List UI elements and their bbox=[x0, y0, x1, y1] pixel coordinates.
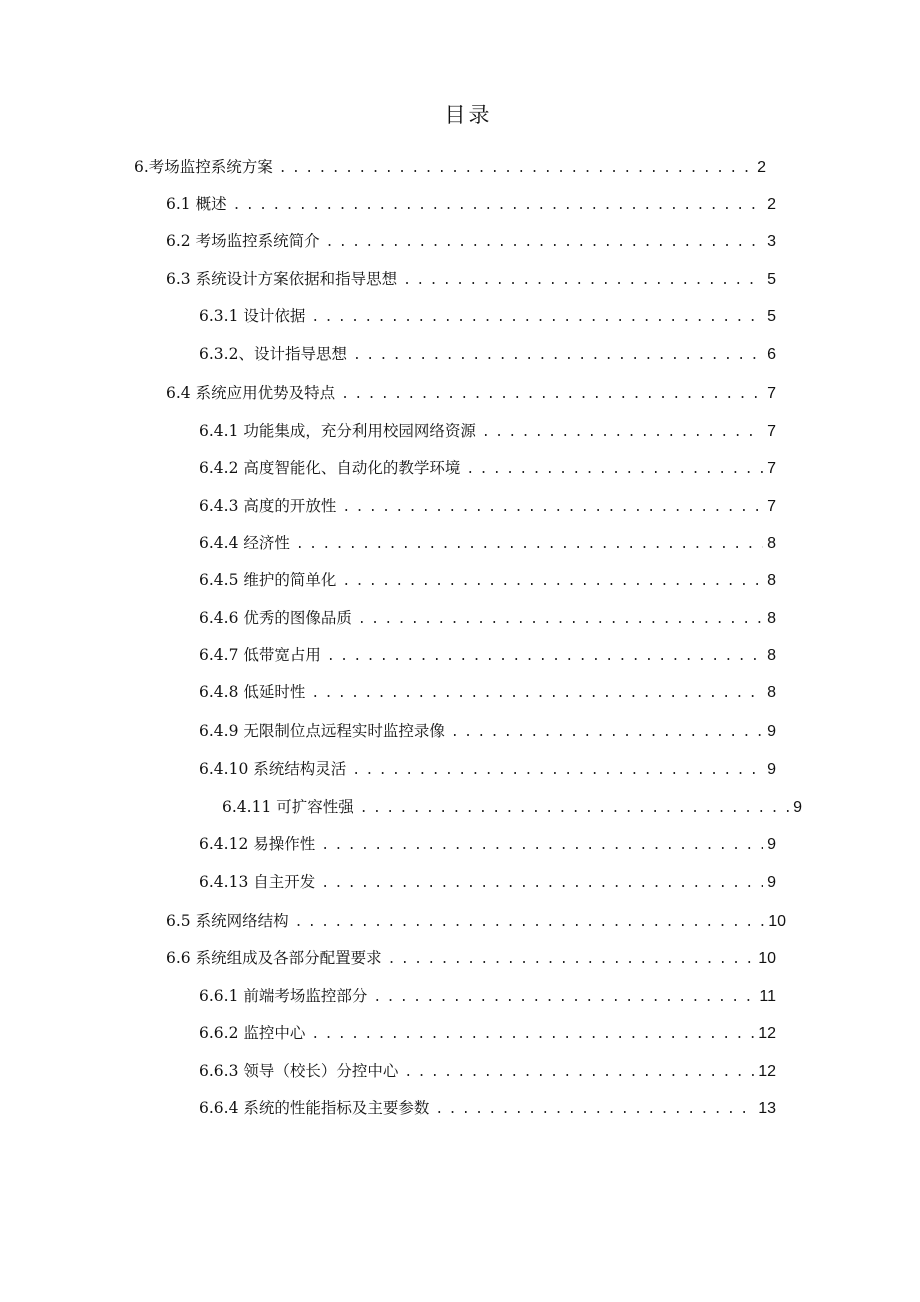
toc-entry-label: 6.4.2 高度智能化、自动化的教学环境 bbox=[199, 459, 461, 477]
toc-entry-page-number: 12 bbox=[758, 1025, 776, 1042]
dot-leader bbox=[321, 872, 763, 896]
dot-leader bbox=[311, 682, 763, 706]
toc-entry-label: 6.4.3 高度的开放性 bbox=[199, 497, 337, 515]
toc-entry-label: 6.6.2 监控中心 bbox=[199, 1024, 306, 1042]
toc-entry[interactable] bbox=[199, 1059, 776, 1083]
dot-leader bbox=[403, 269, 763, 293]
dot-leader bbox=[404, 1061, 754, 1085]
toc-entry-label: 6.4.13 自主开发 bbox=[199, 873, 316, 891]
toc-entry-page-number: 8 bbox=[767, 684, 776, 701]
toc-entry-label: 6.4.6 优秀的图像品质 bbox=[199, 609, 352, 627]
toc-entry[interactable] bbox=[199, 832, 776, 856]
toc-entry[interactable] bbox=[199, 494, 776, 518]
dot-leader bbox=[352, 759, 763, 783]
toc-entry[interactable] bbox=[199, 719, 776, 743]
toc-entry[interactable] bbox=[166, 192, 776, 216]
toc-entry[interactable] bbox=[199, 531, 776, 555]
toc-entry-page-number: 10 bbox=[758, 950, 776, 967]
toc-entry[interactable] bbox=[166, 909, 786, 933]
toc-entry-page-number: 5 bbox=[767, 271, 776, 288]
toc-entry-label: 6.5 系统网络结构 bbox=[166, 912, 289, 930]
toc-entry[interactable] bbox=[199, 419, 776, 443]
toc-entry[interactable] bbox=[199, 870, 776, 894]
toc-entry-page-number: 7 bbox=[767, 423, 776, 440]
dot-leader bbox=[321, 834, 763, 858]
dot-leader bbox=[233, 194, 764, 218]
dot-leader bbox=[353, 344, 763, 368]
toc-entry[interactable] bbox=[199, 680, 776, 704]
toc-entry-label: 6.6.1 前端考场监控部分 bbox=[199, 987, 368, 1005]
toc-entry-label: 6.3.1 设计依据 bbox=[199, 307, 306, 325]
toc-entry[interactable] bbox=[166, 267, 776, 291]
dot-leader bbox=[341, 383, 763, 407]
dot-leader bbox=[342, 570, 763, 594]
toc-entry-page-number: 2 bbox=[757, 159, 766, 176]
toc-entry-page-number: 9 bbox=[793, 799, 802, 816]
dot-leader bbox=[451, 721, 763, 745]
toc-entry-label: 6.4 系统应用优势及特点 bbox=[166, 384, 336, 402]
toc-entry[interactable] bbox=[199, 456, 776, 480]
toc-entry-label: 6.3 系统设计方案依据和指导思想 bbox=[166, 270, 398, 288]
dot-leader bbox=[327, 645, 763, 669]
toc-entry-page-number: 5 bbox=[767, 308, 776, 325]
toc-entry[interactable] bbox=[166, 946, 776, 970]
toc-entry-label: 6.4.11 可扩容性强 bbox=[222, 798, 354, 816]
toc-entry[interactable] bbox=[199, 757, 776, 781]
toc-entry-label: 6.4.9 无限制位点远程实时监控录像 bbox=[199, 722, 445, 740]
dot-leader bbox=[311, 306, 763, 330]
dot-leader bbox=[326, 231, 764, 255]
dot-leader bbox=[311, 1023, 754, 1047]
toc-entry-label: 6.考场监控系统方案 bbox=[134, 158, 273, 176]
toc-entry-label: 6.4.7 低带宽占用 bbox=[199, 646, 321, 664]
toc-entry[interactable] bbox=[134, 155, 766, 179]
toc-entry[interactable] bbox=[199, 568, 776, 592]
toc-entry-label: 6.1 概述 bbox=[166, 195, 227, 213]
toc-entry-page-number: 12 bbox=[758, 1063, 776, 1080]
toc-entry[interactable] bbox=[199, 342, 776, 366]
dot-leader bbox=[342, 496, 763, 520]
dot-leader bbox=[360, 797, 789, 821]
toc-entry-label: 6.6.4 系统的性能指标及主要参数 bbox=[199, 1099, 430, 1117]
dot-leader bbox=[466, 458, 763, 482]
toc-entry-page-number: 6 bbox=[767, 346, 776, 363]
toc-entry-label: 6.4.1 功能集成，充分利用校园网络资源 bbox=[199, 422, 476, 440]
dot-leader bbox=[295, 911, 765, 935]
toc-entry-label: 6.2 考场监控系统简介 bbox=[166, 232, 320, 250]
toc-entry-page-number: 7 bbox=[767, 460, 776, 477]
dot-leader bbox=[279, 157, 753, 181]
toc-entry-page-number: 11 bbox=[759, 988, 776, 1005]
toc-entry-page-number: 9 bbox=[767, 723, 776, 740]
toc-entry-page-number: 2 bbox=[767, 196, 776, 213]
toc-entry-label: 6.4.5 维护的简单化 bbox=[199, 571, 337, 589]
toc-entry-label: 6.4.4 经济性 bbox=[199, 534, 290, 552]
dot-leader bbox=[358, 608, 763, 632]
toc-entry-page-number: 8 bbox=[767, 647, 776, 664]
toc-entry[interactable] bbox=[199, 984, 776, 1008]
dot-leader bbox=[296, 533, 763, 557]
toc-entry-page-number: 9 bbox=[767, 836, 776, 853]
toc-entry[interactable] bbox=[199, 1096, 776, 1120]
toc-entry[interactable] bbox=[199, 304, 776, 328]
toc-entry-label: 6.6.3 领导（校长）分控中心 bbox=[199, 1062, 399, 1080]
toc-entry-page-number: 7 bbox=[767, 498, 776, 515]
toc-entry-page-number: 3 bbox=[767, 233, 776, 250]
toc-entry-label: 6.3.2、设计指导思想 bbox=[199, 345, 347, 363]
toc-entry[interactable] bbox=[166, 229, 776, 253]
toc-entry-label: 6.6 系统组成及各部分配置要求 bbox=[166, 949, 382, 967]
toc-entry-page-number: 9 bbox=[767, 874, 776, 891]
toc-entry-page-number: 13 bbox=[758, 1100, 776, 1117]
toc-entry[interactable] bbox=[199, 1021, 776, 1045]
dot-leader bbox=[388, 948, 755, 972]
toc-entry[interactable] bbox=[199, 643, 776, 667]
dot-leader bbox=[435, 1098, 754, 1122]
toc-title: 目录 bbox=[444, 103, 493, 127]
toc-entry-page-number: 9 bbox=[767, 761, 776, 778]
toc-entry-page-number: 8 bbox=[767, 610, 776, 627]
toc-entry-page-number: 10 bbox=[768, 913, 786, 930]
toc-entry-page-number: 8 bbox=[767, 572, 776, 589]
toc-entry[interactable] bbox=[222, 795, 802, 819]
toc-entry-page-number: 7 bbox=[767, 385, 776, 402]
dot-leader bbox=[373, 986, 755, 1010]
toc-entry-label: 6.4.12 易操作性 bbox=[199, 835, 316, 853]
toc-entry[interactable] bbox=[199, 606, 776, 630]
dot-leader bbox=[482, 421, 763, 445]
toc-entry-label: 6.4.8 低延时性 bbox=[199, 683, 306, 701]
toc-entry-label: 6.4.10 系统结构灵活 bbox=[199, 760, 347, 778]
toc-entry[interactable] bbox=[166, 381, 776, 405]
toc-entry-page-number: 8 bbox=[767, 535, 776, 552]
